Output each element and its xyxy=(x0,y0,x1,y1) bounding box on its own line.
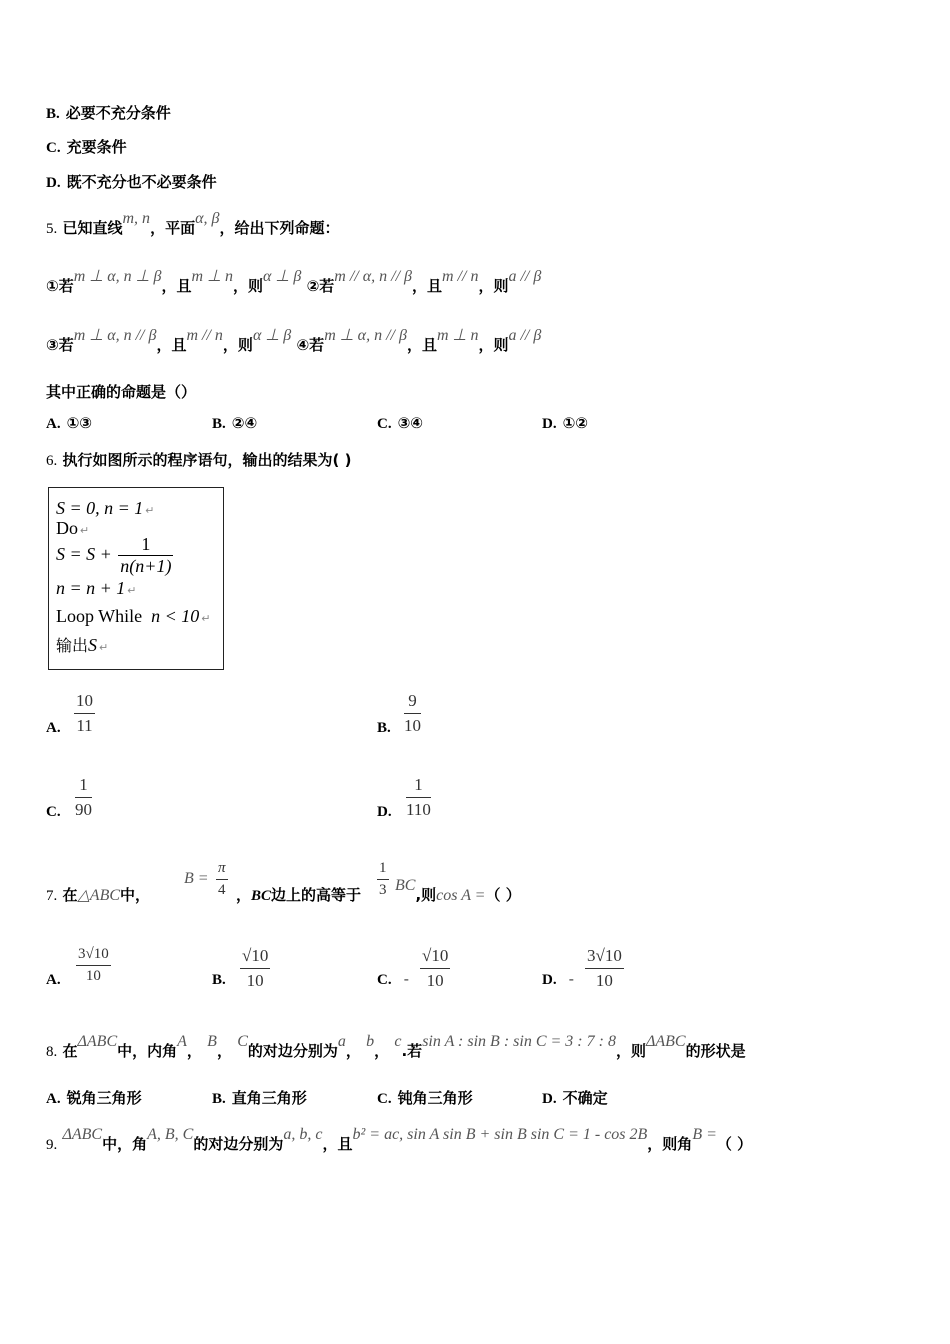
q8-option-a xyxy=(46,1087,142,1108)
q6-option-c xyxy=(46,802,61,821)
q9-stem xyxy=(46,1126,753,1154)
stem-text: （ ） xyxy=(485,886,521,904)
question-number: 9. xyxy=(46,1137,58,1153)
prop-text: ，则 xyxy=(222,336,253,354)
option-text: ②④ xyxy=(231,414,258,432)
prop-text: ，且 xyxy=(411,277,442,295)
fraction-denominator: 10 xyxy=(246,971,264,990)
fraction-numerator: 1 xyxy=(406,775,431,798)
option-text: 钝角三角形 xyxy=(397,1089,473,1107)
stem-text: ， xyxy=(186,1042,202,1060)
program-line-5 xyxy=(56,606,211,627)
option-label: D. xyxy=(542,972,557,988)
stem-text: 的形状是 xyxy=(685,1042,746,1060)
math-condition: m ⊥ n xyxy=(191,268,234,285)
code-keyword: 输出 xyxy=(56,636,89,655)
code-text: n < 10 xyxy=(151,606,200,626)
stem-text: 已知直线 xyxy=(62,219,123,237)
fraction-numerator: 1 xyxy=(118,534,173,556)
math-var: a xyxy=(337,1033,346,1050)
return-mark-icon: ↵ xyxy=(99,641,109,654)
option-label: B. xyxy=(46,106,60,122)
q7-option-d xyxy=(542,970,574,989)
option-label: C. xyxy=(46,140,61,156)
code-text: S xyxy=(88,635,98,655)
option-label: B. xyxy=(212,1091,226,1107)
option-label: D. xyxy=(46,175,61,191)
math-var: b xyxy=(366,1033,375,1050)
math-condition: m // n xyxy=(442,268,479,285)
q6-option-c-fraction xyxy=(75,775,92,820)
program-box xyxy=(48,487,224,670)
stem-text: .若 xyxy=(401,1042,423,1060)
option-text: 锐角三角形 xyxy=(66,1089,142,1107)
program-line-4 xyxy=(56,578,137,599)
option-label: C. xyxy=(377,1091,392,1107)
math-var: c xyxy=(394,1033,402,1050)
q6-option-d-fraction xyxy=(406,775,431,820)
fraction-denominator: 10 xyxy=(595,971,613,990)
math-condition: m ⊥ n xyxy=(436,327,479,344)
option-text: 既不充分也不必要条件 xyxy=(66,173,217,191)
return-mark-icon: ↵ xyxy=(127,585,137,597)
q6-stem xyxy=(46,449,351,470)
fraction-numerator: √10 xyxy=(420,946,450,969)
math-cos: cos A = xyxy=(436,887,486,904)
math-condition: m // α, n // β xyxy=(334,268,412,285)
fraction-numerator: π xyxy=(216,860,228,880)
stem-text: ，则角 xyxy=(647,1135,693,1153)
fraction-numerator: 9 xyxy=(404,691,421,714)
stem-text: 的对边分别为 xyxy=(247,1042,338,1060)
math-condition: m ⊥ α, n // β xyxy=(73,327,157,344)
option-text: 不确定 xyxy=(562,1089,608,1107)
fraction-numerator: √10 xyxy=(240,946,270,969)
stem-text: 在 xyxy=(62,886,78,904)
option-label: C. xyxy=(377,972,392,988)
fraction-denominator: 11 xyxy=(76,716,93,735)
math-sides: a, b, c xyxy=(283,1126,323,1143)
prop-marker: ④若 xyxy=(296,336,325,354)
math-bc: BC xyxy=(395,877,416,894)
stem-text: ，平面 xyxy=(150,219,196,237)
stem-text: ， xyxy=(236,886,252,904)
question-number: 8. xyxy=(46,1044,58,1060)
q5-option-d xyxy=(542,414,588,433)
q6-option-a xyxy=(46,718,61,737)
q5-ask xyxy=(46,381,196,402)
option-label: B. xyxy=(377,720,391,736)
math-conclusion: α ⊥ β xyxy=(263,268,302,285)
q7-stem-3 xyxy=(395,877,521,905)
fraction-numerator: 3√10 xyxy=(76,946,111,966)
stem-text: ，则 xyxy=(615,1042,646,1060)
program-line-1 xyxy=(56,498,155,519)
stem-text: ，给出下列命题： xyxy=(219,219,340,237)
option-label: A. xyxy=(46,1091,61,1107)
option-label: D. xyxy=(542,1091,557,1107)
option-text: ③④ xyxy=(397,414,423,432)
q5-stem xyxy=(46,210,340,238)
code-text: Do xyxy=(56,518,78,538)
stem-text: ，且 xyxy=(322,1135,353,1153)
q6-option-d xyxy=(377,802,392,821)
q5-propositions-3-4 xyxy=(46,327,542,355)
stem-text: ， xyxy=(345,1042,361,1060)
math-conclusion: α ⊥ β xyxy=(252,327,292,344)
fraction-denominator: 110 xyxy=(406,800,431,819)
option-sign: - xyxy=(403,970,410,988)
question-number: 5. xyxy=(46,221,58,237)
stem-text: 在 xyxy=(62,1042,78,1060)
q7-option-b xyxy=(212,970,236,989)
q7-stem xyxy=(46,884,150,905)
question-number: 6. xyxy=(46,453,58,469)
return-mark-icon: ↵ xyxy=(201,613,211,625)
program-fraction xyxy=(118,534,173,577)
math-conclusion: a // β xyxy=(508,268,542,285)
code-keyword: Loop While xyxy=(56,606,143,626)
q7-one-third xyxy=(377,860,389,899)
math-var: B = xyxy=(692,1126,717,1143)
prop-text: ，则 xyxy=(478,277,509,295)
q7-option-c-fraction xyxy=(420,946,450,991)
option-label: B. xyxy=(212,972,226,988)
math-triangle: ΔABC xyxy=(645,1033,686,1050)
q7-option-b-fraction xyxy=(240,946,270,991)
q5-option-b xyxy=(212,414,257,433)
math-lines: m, n xyxy=(122,210,151,227)
fraction-denominator: n(n+1) xyxy=(120,556,172,576)
code-text: n = n + 1 xyxy=(56,578,126,598)
prop-text: ，且 xyxy=(406,336,437,354)
fraction-numerator: 1 xyxy=(377,860,389,880)
q7-pi-over-4 xyxy=(216,860,228,899)
q7-option-a-fraction xyxy=(76,946,111,985)
q8-option-c xyxy=(377,1087,473,1108)
q8-option-d xyxy=(542,1087,608,1108)
stem-text: 边上的高等于 xyxy=(271,886,362,904)
option-text: ①② xyxy=(562,414,588,432)
fraction-denominator: 90 xyxy=(75,800,92,819)
ask-text: 其中正确的命题是（） xyxy=(46,383,197,401)
option-label: A. xyxy=(46,720,61,736)
stem-text: 中， xyxy=(120,886,151,904)
stem-text: 中，内角 xyxy=(117,1042,178,1060)
math-var: B xyxy=(207,1033,217,1050)
fraction-denominator: 3 xyxy=(379,882,387,898)
stem-text: ,则 xyxy=(415,886,437,904)
q5-propositions-1-2 xyxy=(46,268,542,296)
math-bc: BC xyxy=(251,888,272,904)
stem-text: （ ） xyxy=(716,1135,753,1153)
return-mark-icon: ↵ xyxy=(80,525,90,537)
q8-option-b xyxy=(212,1087,307,1108)
q7-angle-b xyxy=(184,870,209,888)
program-line-6 xyxy=(56,633,108,656)
q4-option-c xyxy=(46,136,127,157)
prop-text: ，且 xyxy=(156,336,187,354)
q4-option-d xyxy=(46,171,217,192)
option-text: 充要条件 xyxy=(66,138,127,156)
fraction-denominator: 4 xyxy=(218,882,226,898)
return-mark-icon: ↵ xyxy=(145,505,155,517)
q7-option-d-fraction xyxy=(585,946,624,991)
prop-marker: ②若 xyxy=(306,277,335,295)
program-line-3 xyxy=(56,534,173,577)
q6-option-b xyxy=(377,718,391,737)
q5-option-c xyxy=(377,414,423,433)
prop-marker: ③若 xyxy=(46,336,74,354)
option-text: 必要不充分条件 xyxy=(65,104,171,122)
option-label: C. xyxy=(46,804,61,820)
option-label: C. xyxy=(377,416,392,432)
stem-text: 执行如图所示的程序语句，输出的结果为( ) xyxy=(62,451,352,469)
option-text: 直角三角形 xyxy=(231,1089,307,1107)
fraction-numerator: 10 xyxy=(74,691,95,714)
fraction-numerator: 3√10 xyxy=(585,946,624,969)
math-planes: α, β xyxy=(195,210,220,227)
math-triangle: ΔABC xyxy=(77,1033,118,1050)
fraction-denominator: 10 xyxy=(404,716,421,735)
prop-text: ，且 xyxy=(161,277,192,295)
stem-text: ， xyxy=(216,1042,232,1060)
stem-text: 中，角 xyxy=(102,1135,148,1153)
stem-text: 的对边分别为 xyxy=(193,1135,284,1153)
option-label: D. xyxy=(377,804,392,820)
q7-option-c xyxy=(377,970,409,989)
code-text: S = S + xyxy=(56,544,112,564)
math-triangle: ΔABC xyxy=(62,1126,103,1143)
math-conclusion: a // β xyxy=(508,327,542,344)
math-condition: b² = ac, sin A sin B + sin B sin C = 1 - cos 2B xyxy=(352,1126,648,1143)
q6-option-a-fraction xyxy=(74,691,95,736)
option-label: D. xyxy=(542,416,557,432)
fraction-numerator: 1 xyxy=(75,775,92,798)
question-number: 7. xyxy=(46,888,58,904)
prop-text: ，则 xyxy=(478,336,509,354)
prop-marker: ①若 xyxy=(46,277,74,295)
q8-stem xyxy=(46,1033,746,1061)
option-text: ①③ xyxy=(66,414,92,432)
option-sign: - xyxy=(568,970,575,988)
math-var: A xyxy=(177,1033,187,1050)
option-label: B. xyxy=(212,416,226,432)
q4-option-b xyxy=(46,102,171,123)
math-ratio: sin A : sin B : sin C = 3 : 7 : 8 xyxy=(422,1033,616,1050)
math-triangle: △ABC xyxy=(77,887,121,904)
prop-text: ，则 xyxy=(233,277,264,295)
option-label: A. xyxy=(46,416,61,432)
math-condition: m // n xyxy=(186,327,223,344)
q7-option-a xyxy=(46,970,71,989)
q7-stem-2 xyxy=(236,884,361,905)
q5-option-a xyxy=(46,414,92,433)
option-label: A. xyxy=(46,972,61,988)
math-condition: m ⊥ α, n ⊥ β xyxy=(73,268,162,285)
math-text: B = xyxy=(184,870,209,887)
fraction-denominator: 10 xyxy=(85,968,101,984)
math-angles: A, B, C xyxy=(147,1126,194,1143)
math-condition: m ⊥ α, n // β xyxy=(324,327,407,344)
math-var: C xyxy=(237,1033,248,1050)
fraction-denominator: 10 xyxy=(426,971,444,990)
code-text: S = 0, n = 1 xyxy=(56,498,144,518)
q6-option-b-fraction xyxy=(404,691,421,736)
stem-text: ， xyxy=(374,1042,390,1060)
